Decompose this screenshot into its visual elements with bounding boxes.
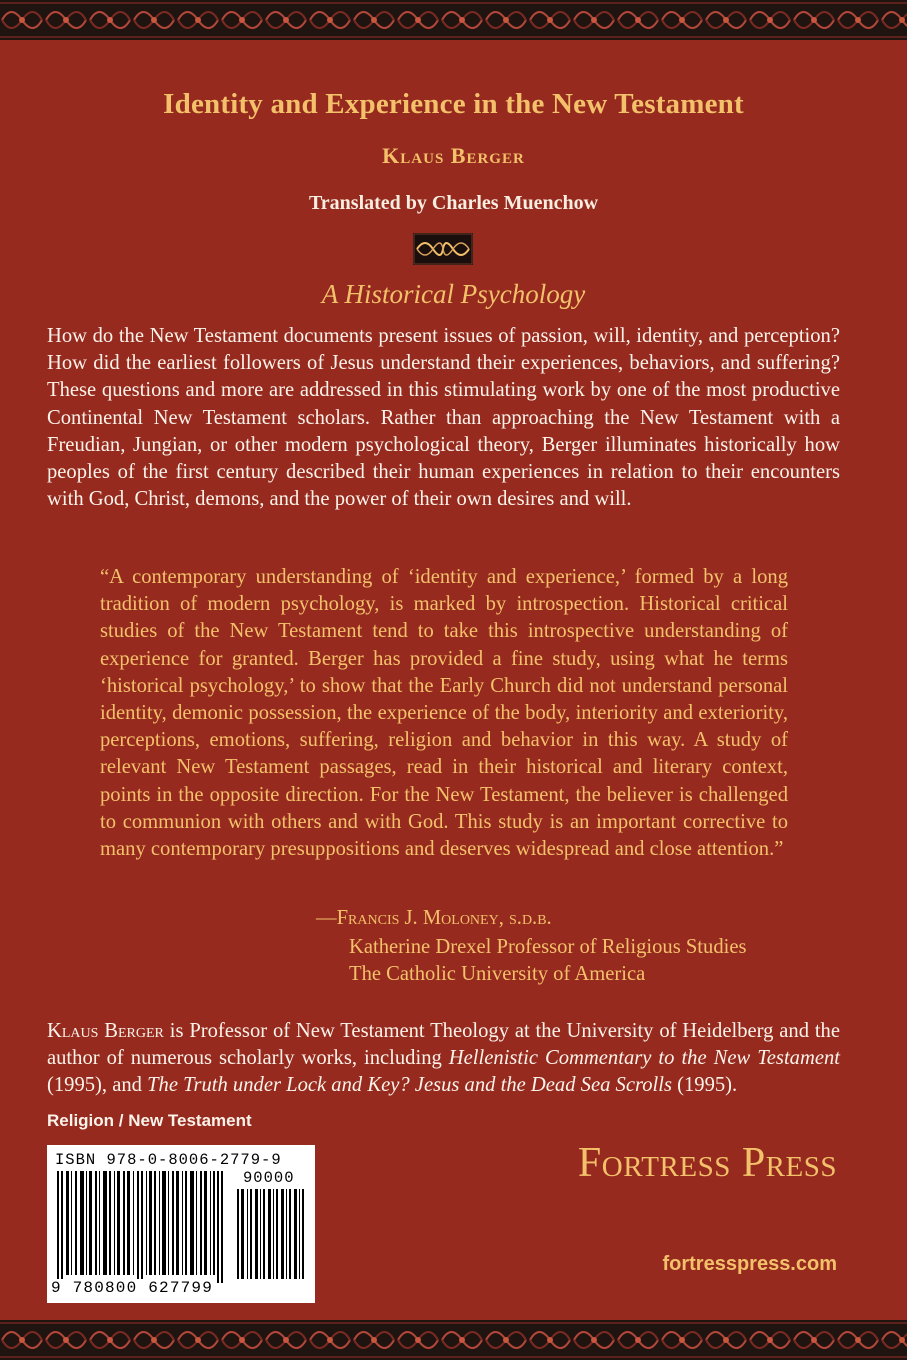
bio-text-1: is Professor of New Testament Theology at the University of Heidelberg and the author of numerous scholarly works, including bbox=[47, 1020, 840, 1070]
barcode bbox=[47, 1145, 315, 1303]
decorative-border-top bbox=[0, 0, 907, 40]
endorser-position: Katherine Drexel Professor of Religious Studies bbox=[349, 936, 747, 958]
barcode-addon-bars-icon bbox=[235, 1189, 309, 1279]
publisher-name: Fortress Press bbox=[577, 1140, 837, 1186]
pattern-border-icon bbox=[0, 0, 907, 40]
bio-work-1: Hellenistic Commentary to the New Testament bbox=[448, 1047, 840, 1070]
ean-digits: 9 780800 627799 bbox=[51, 1279, 214, 1297]
endorser-dash: — bbox=[316, 907, 337, 929]
endorser-name-text: Francis J. Moloney, s.d.b. bbox=[336, 907, 552, 929]
book-subtitle: A Historical Psychology bbox=[321, 279, 586, 309]
author-name: Klaus Berger bbox=[382, 143, 525, 168]
decorative-border-bottom bbox=[0, 1320, 907, 1360]
book-description: How do the New Testament documents present issues of passion, will, identity, and perception? How did the earliest followers of Jesus understand their experiences, behaviors, and suffering? These questions and more are addressed in this stimulating work by one of the most productive Continental New Testament scholars. Rather than approaching the New Testament with a Freudian, Jungian, or other modern psychological theory, Berger illuminates historically how peoples of the first century described their human experiences in relation to their encounters with God, Christ, demons, and the power of their own desires and will. bbox=[47, 325, 840, 511]
isbn-label: ISBN 978-0-8006-2779-9 bbox=[55, 1151, 282, 1169]
bio-text-2: (1995), and bbox=[47, 1074, 148, 1097]
bio-text-3: (1995). bbox=[671, 1074, 738, 1097]
bio-author-name: Klaus Berger bbox=[47, 1020, 164, 1042]
endorsement-quote: “A contemporary understanding of ‘identity and experience,’ formed by a long tradition of modern psychology, is marked by introspection. Historical critical studies of the New Testament tend to take this introspective understanding of experience for granted. Berger has provided a fine study, using what he terms ‘historical psychology,’ to show that the Early Church did not understand personal identity, demonic possession, the experience of the body, interiority and exteriority, perceptions, emotions, suffering, religion and behavior in this way. A study of relevant New Testament passages, read in their historical and literary context, points in the opposite direction. For the New Testament, the believer is challenged to communion with others and with God. This study is an important corrective to many contemporary presuppositions and deserves widespread and close attention.” bbox=[100, 566, 788, 861]
author-bio bbox=[47, 1018, 840, 1100]
barcode-bars-icon bbox=[53, 1171, 231, 1283]
bio-work-2: The Truth under Lock and Key? Jesus and the Dead Sea Scrolls bbox=[147, 1074, 672, 1097]
pattern-border-icon bbox=[0, 1320, 907, 1360]
price-code: 90000 bbox=[243, 1169, 295, 1187]
translator-credit: Translated by Charles Muenchow bbox=[308, 192, 599, 214]
ornament-icon bbox=[413, 233, 473, 265]
category-label: Religion / New Testament bbox=[47, 1111, 252, 1130]
publisher-website[interactable]: fortresspress.com bbox=[662, 1253, 837, 1275]
endorser-institution: The Catholic University of America bbox=[349, 963, 646, 985]
book-title: Identity and Experience in the New Testament bbox=[163, 88, 744, 120]
endorser-name bbox=[316, 907, 552, 930]
